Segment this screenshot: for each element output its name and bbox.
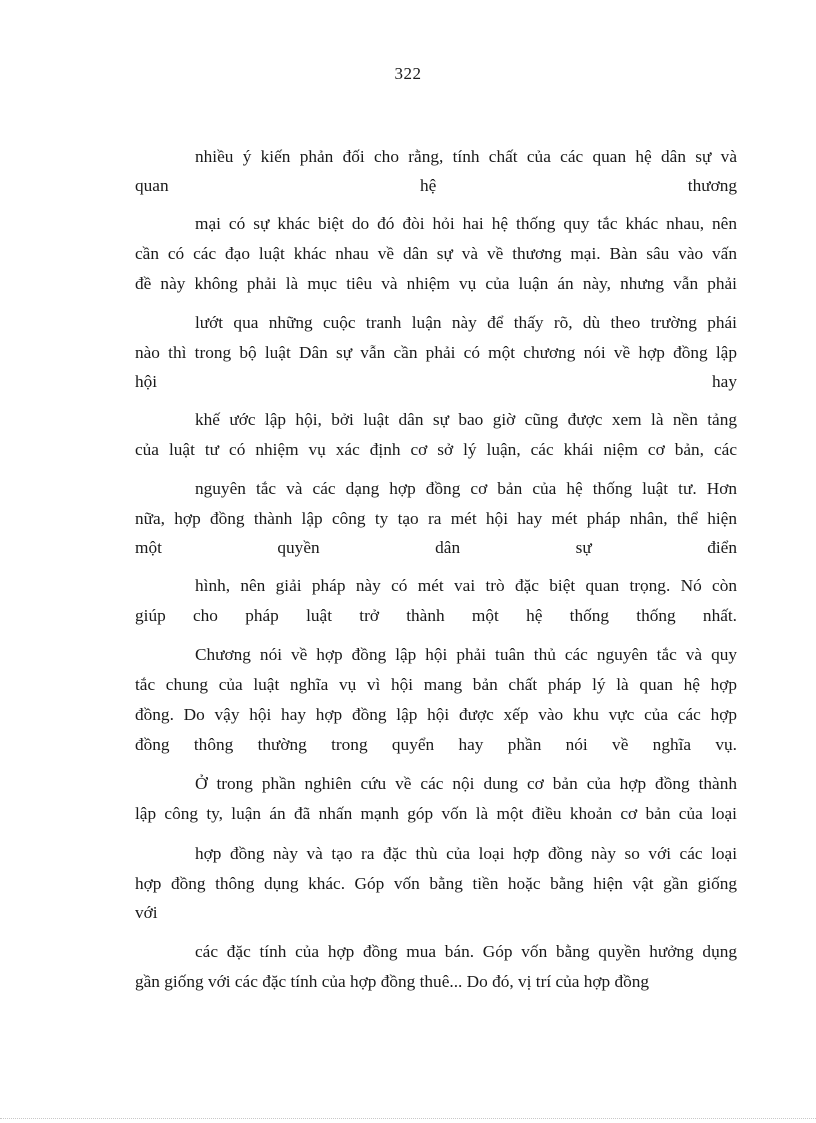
text-line-23: hợp đồng thông dụng khác. Góp vốn bằng tiền hoặc bằng hiện vật gần giống	[135, 874, 737, 893]
text-line-15: giúp cho pháp luật trở thành một hệ thống thống nhất.	[135, 606, 737, 625]
text-line-11: nguyên tắc và các dạng hợp đồng cơ bản của hệ thống luật tư. Hơn	[195, 479, 737, 498]
text-line-5: đề này không phải là mục tiêu và nhiệm vụ của luận án này, nhưng vẫn phải	[135, 274, 737, 293]
text-line-12: nữa, hợp đồng thành lập công ty tạo ra mét hội hay mét pháp nhân, thể hiện	[135, 509, 737, 528]
text-line-22: hợp đồng này và tạo ra đặc thù của loại hợp đồng này so với các loại	[195, 844, 737, 863]
text-line-21: lập công ty, luận án đã nhấn mạnh góp vốn là một điều khoản cơ bản của loại	[135, 804, 737, 823]
text-line-18: đồng. Do vậy hội hay hợp đồng lập hội được xếp vào khu vực của các hợp	[135, 705, 737, 724]
text-line-16: Chương nói về hợp đồng lập hội phải tuân thủ các nguyên tắc và quy	[195, 645, 737, 664]
text-line-19: đồng thông thường trong quyển hay phần nói về nghĩa vụ.	[135, 735, 737, 754]
text-line-10: của luật tư có nhiệm vụ xác định cơ sở lý luận, các khái niệm cơ bản, các	[135, 440, 737, 459]
text-line-24: với	[135, 903, 158, 922]
text-line-1: nhiều ý kiến phản đối cho rằng, tính chất của các quan hệ dân sự và	[195, 147, 737, 166]
text-line-25: các đặc tính của hợp đồng mua bán. Góp vốn bằng quyền hưởng dụng	[195, 942, 737, 961]
text-line-6: lướt qua những cuộc tranh luận này để thấy rõ, dù theo trường phái	[195, 313, 737, 332]
text-line-26: gần giống với các đặc tính của hợp đồng thuê... Do đó, vị trí của hợp đồng	[135, 972, 650, 991]
text-line-9: khế ước lập hội, bởi luật dân sự bao giờ cũng được xem là nền tảng	[195, 410, 737, 429]
text-line-17: tắc chung của luật nghĩa vụ vì hội mang bản chất pháp lý là quan hệ hợp	[135, 675, 737, 694]
page-number: 322	[394, 64, 422, 83]
page-bottom-border	[0, 1118, 816, 1119]
text-line-20: Ở trong phần nghiên cứu về các nội dung cơ bản của hợp đồng thành	[195, 774, 737, 793]
text-line-14: hình, nên giải pháp này có mét vai trò đặc biệt quan trọng. Nó còn	[195, 576, 737, 595]
text-line-3: mại có sự khác biệt do đó đòi hỏi hai hệ thống quy tắc khác nhau, nên	[195, 214, 737, 233]
text-line-13: một quyền dân sự điển	[135, 538, 737, 557]
text-line-7: nào thì trong bộ luật Dân sự vẫn cần phải có một chương nói về hợp đồng lập	[135, 343, 737, 362]
text-line-4: cần có các đạo luật khác nhau về dân sự và về thương mại. Bàn sâu vào vấn	[135, 244, 737, 263]
text-line-2: quan hệ thương	[135, 176, 737, 195]
text-line-8: hội hay	[135, 372, 737, 391]
